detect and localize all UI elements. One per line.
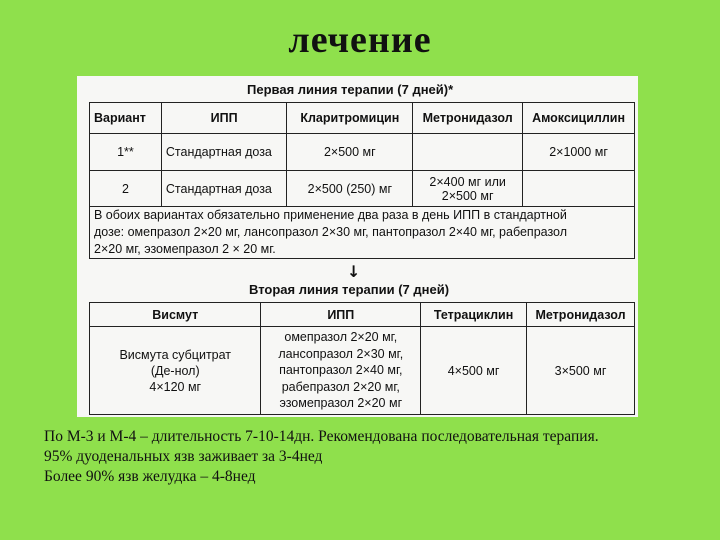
note-cell — [90, 207, 635, 259]
footer-line: 95% дуоденальных язв заживает за 3-4нед — [44, 448, 323, 465]
table-cell: 2 — [90, 171, 162, 207]
table-cell: 2×400 мг или 2×500 мг — [413, 171, 523, 207]
header-cell: Вариант — [90, 103, 162, 134]
second-line-caption: Вторая линия терапии (7 дней) — [249, 282, 450, 297]
footer-line: Более 90% язв желудка – 4-8нед — [44, 468, 256, 485]
first-line-table — [89, 102, 635, 259]
table-row — [90, 134, 635, 171]
header-cell: Висмут — [90, 303, 261, 327]
footer-text — [44, 427, 714, 487]
note-line: 2×20 мг, эзомепразол 2 × 20 мг. — [94, 242, 276, 256]
table-cell: 2×500 (250) мг — [287, 171, 413, 207]
table-cell — [413, 134, 523, 171]
cell-line: Висмута субцитрат — [119, 347, 232, 362]
note-line: дозе: омепразол 2×20 мг, лансопразол 2×30 мг, пантопразол 2×40 мг, рабепразол — [94, 225, 568, 239]
header-cell: Тетрациклин — [421, 303, 527, 327]
cell-line: (Де-нол) — [150, 363, 200, 378]
header-cell: ИПП — [261, 303, 421, 327]
table-cell: 3×500 мг — [527, 327, 635, 415]
header-cell: ИПП — [161, 103, 287, 134]
header-cell: Амоксициллин — [523, 103, 635, 134]
header-cell: Метронидазол — [413, 103, 523, 134]
table-cell: 4×500 мг — [421, 327, 527, 415]
table-header-row — [90, 103, 635, 134]
scanned-table-image — [77, 76, 638, 417]
cell-line: эзомепразол 2×20 мг — [279, 396, 403, 411]
cell-line: пантопразол 2×40 мг, — [279, 363, 403, 378]
table-row — [90, 327, 635, 415]
table-row — [90, 171, 635, 207]
note-row — [90, 207, 635, 259]
bismuth-cell — [90, 327, 261, 415]
table-cell: 2×500 мг — [287, 134, 413, 171]
down-arrow-icon: ↓ — [347, 262, 361, 281]
table-cell — [523, 171, 635, 207]
table-header-row — [90, 303, 635, 327]
cell-line: рабепразол 2×20 мг, — [281, 379, 400, 394]
header-cell: Кларитромицин — [287, 103, 413, 134]
table-cell: Стандартная доза — [161, 171, 287, 207]
ppi-cell — [261, 327, 421, 415]
table-cell: 2×1000 мг — [523, 134, 635, 171]
first-line-caption: Первая линия терапии (7 дней)* — [247, 82, 454, 97]
footer-line: По М-3 и М-4 – длительность 7-10-14дн. Рекомендована последовательная терапия. — [44, 428, 599, 445]
cell-line: 4×120 мг — [149, 379, 202, 394]
note-line: В обоих вариантах обязательно применение два раза в день ИПП в стандартной — [94, 208, 567, 222]
slide-title: лечение — [288, 19, 432, 61]
second-line-table — [89, 302, 635, 415]
table-cell: Стандартная доза — [161, 134, 287, 171]
cell-line: лансопразол 2×30 мг, — [278, 346, 404, 361]
table-cell: 1** — [90, 134, 162, 171]
header-cell: Метронидазол — [527, 303, 635, 327]
cell-line: омепразол 2×20 мг, — [284, 330, 398, 345]
